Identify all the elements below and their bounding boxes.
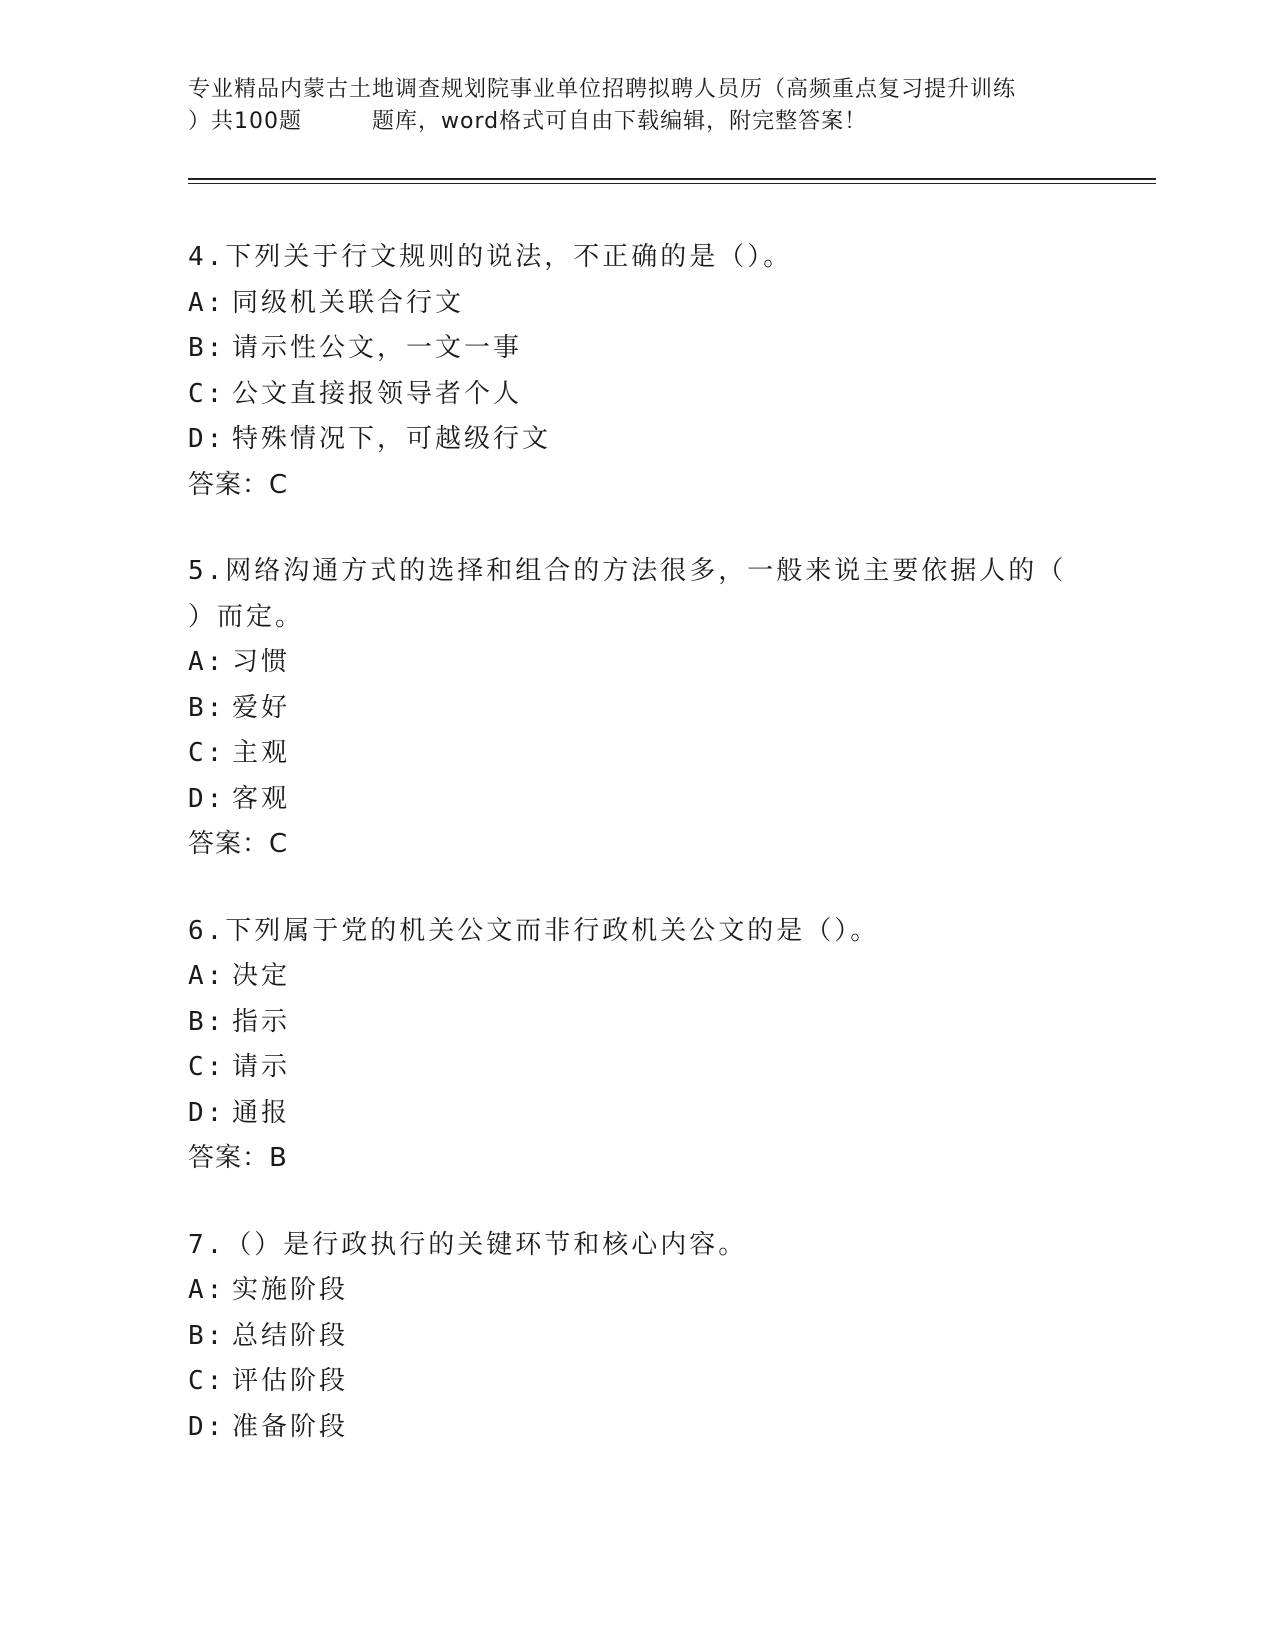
header-line-2 — [188, 106, 1088, 138]
header-divider-thick — [188, 178, 1156, 180]
option-text: 决定 — [232, 961, 291, 991]
option-c — [188, 1045, 1088, 1091]
question-6 — [188, 909, 1088, 1182]
option-text: 爱好 — [232, 692, 291, 723]
option-text: 主观 — [232, 738, 291, 768]
option-text: 客观 — [232, 783, 291, 814]
question-4 — [188, 235, 1088, 508]
header-line-2-part-b: 题库，word格式可自由下载编辑，附完整答案！ — [372, 109, 868, 134]
document-header — [188, 74, 1088, 138]
question-stem: 4.下列关于行文规则的说法，不正确的是（）。 — [188, 242, 793, 272]
question-list — [188, 235, 1088, 1491]
option-text: 指示 — [232, 1006, 291, 1037]
header-line-2-part-a: ）共100题 — [188, 109, 302, 134]
option-d — [188, 417, 1088, 463]
option-key: D: — [188, 1411, 226, 1442]
option-text: 公文直接报领导者个人 — [232, 378, 523, 409]
option-d — [188, 1091, 1088, 1137]
option-key: B: — [188, 333, 226, 363]
option-key: D: — [188, 424, 226, 454]
option-key: A: — [188, 647, 226, 677]
answer-line: 答案：C — [188, 469, 289, 500]
option-key: D: — [188, 783, 226, 814]
question-7 — [188, 1223, 1088, 1451]
option-text: 通报 — [232, 1097, 291, 1128]
option-key: A: — [188, 1275, 226, 1305]
option-key: B: — [188, 692, 226, 723]
answer-line: 答案：B — [188, 1143, 288, 1173]
option-text: 评估阶段 — [232, 1366, 349, 1396]
question-stem: 6.下列属于党的机关公文而非行政机关公文的是（）。 — [188, 915, 880, 946]
option-key: C: — [188, 378, 226, 409]
option-text: 准备阶段 — [232, 1411, 349, 1442]
option-text: 请示 — [232, 1052, 291, 1082]
option-b — [188, 686, 1088, 732]
option-text: 同级机关联合行文 — [232, 287, 465, 318]
question-stem-continued: ）而定。 — [188, 601, 305, 632]
question-stem: 5.网络沟通方式的选择和组合的方法很多，一般来说主要依据人的（ — [188, 556, 1067, 586]
option-key: C: — [188, 1366, 226, 1396]
option-text: 总结阶段 — [232, 1320, 349, 1351]
header-divider-thin — [188, 183, 1156, 184]
option-a — [188, 1268, 1088, 1314]
option-b — [188, 1000, 1088, 1046]
option-c — [188, 1359, 1088, 1405]
option-a — [188, 640, 1088, 686]
question-stem: 7.（）是行政执行的关键环节和核心内容。 — [188, 1229, 748, 1260]
option-b — [188, 1314, 1088, 1360]
option-c — [188, 731, 1088, 777]
option-key: D: — [188, 1097, 226, 1128]
answer-line: 答案：C — [188, 829, 289, 859]
option-text: 请示性公文，一文一事 — [232, 333, 523, 363]
option-key: B: — [188, 1006, 226, 1037]
option-key: C: — [188, 1052, 226, 1082]
option-key: B: — [188, 1320, 226, 1351]
option-d — [188, 777, 1088, 823]
option-a — [188, 281, 1088, 327]
option-key: C: — [188, 738, 226, 768]
option-b — [188, 326, 1088, 372]
option-key: A: — [188, 287, 226, 318]
option-c — [188, 372, 1088, 418]
option-text: 习惯 — [232, 647, 291, 677]
question-5 — [188, 549, 1088, 868]
option-key: A: — [188, 961, 226, 991]
option-a — [188, 954, 1088, 1000]
option-d — [188, 1405, 1088, 1451]
option-text: 实施阶段 — [232, 1275, 349, 1305]
header-line-1: 专业精品内蒙古土地调查规划院事业单位招聘拟聘人员历（高频重点复习提升训练 — [188, 77, 1017, 102]
option-text: 特殊情况下，可越级行文 — [232, 424, 552, 454]
